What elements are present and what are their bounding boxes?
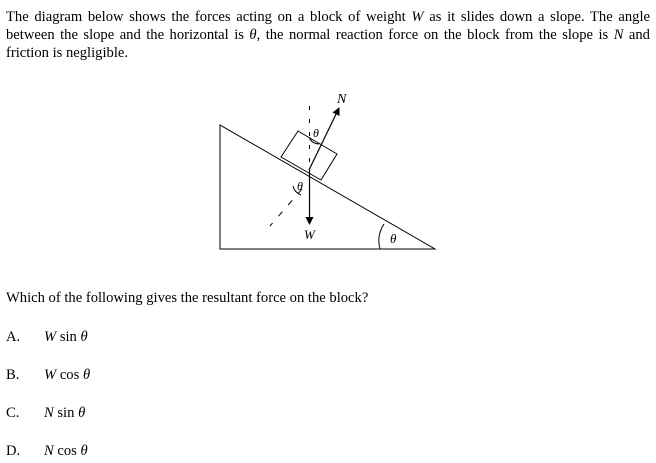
option-expression: W cos θ <box>44 367 91 383</box>
intro-part-1: The diagram below shows the forces acting on a block of weight <box>6 9 412 25</box>
option-letter: A. <box>6 329 21 345</box>
option-expression: N cos θ <box>44 443 88 459</box>
option-letter: D. <box>6 443 21 459</box>
intro-var-normal: N <box>613 27 624 43</box>
option-letter: C. <box>6 405 20 421</box>
slope-triangle <box>220 125 435 249</box>
intro-part-4: and friction is negligible. <box>6 27 650 61</box>
intro-var-theta: θ <box>249 27 257 43</box>
option-a[interactable] <box>6 328 88 346</box>
angle-arc-slope <box>379 224 384 249</box>
label-theta-top: θ <box>313 126 319 140</box>
option-expression: N sin θ <box>44 405 86 421</box>
label-normal-force: N <box>337 92 347 107</box>
option-expression: W sin θ <box>44 329 88 345</box>
normal-dashed-line <box>270 189 302 226</box>
question-text: Which of the following gives the resultant force on the block? <box>6 290 369 306</box>
label-theta-mid: θ <box>297 179 303 193</box>
label-theta-slope: θ <box>390 231 397 246</box>
option-c[interactable] <box>6 404 85 422</box>
option-d[interactable] <box>6 442 88 460</box>
intro-part-2: as it slides down a slope. The angle between the slope and the horizontal is <box>6 9 650 43</box>
label-weight: W <box>304 227 315 242</box>
option-letter: B. <box>6 367 20 383</box>
intro-part-3: , the normal reaction force on the block from the slope is <box>256 27 614 43</box>
intro-var-weight: W <box>411 9 424 25</box>
option-b[interactable] <box>6 366 90 384</box>
